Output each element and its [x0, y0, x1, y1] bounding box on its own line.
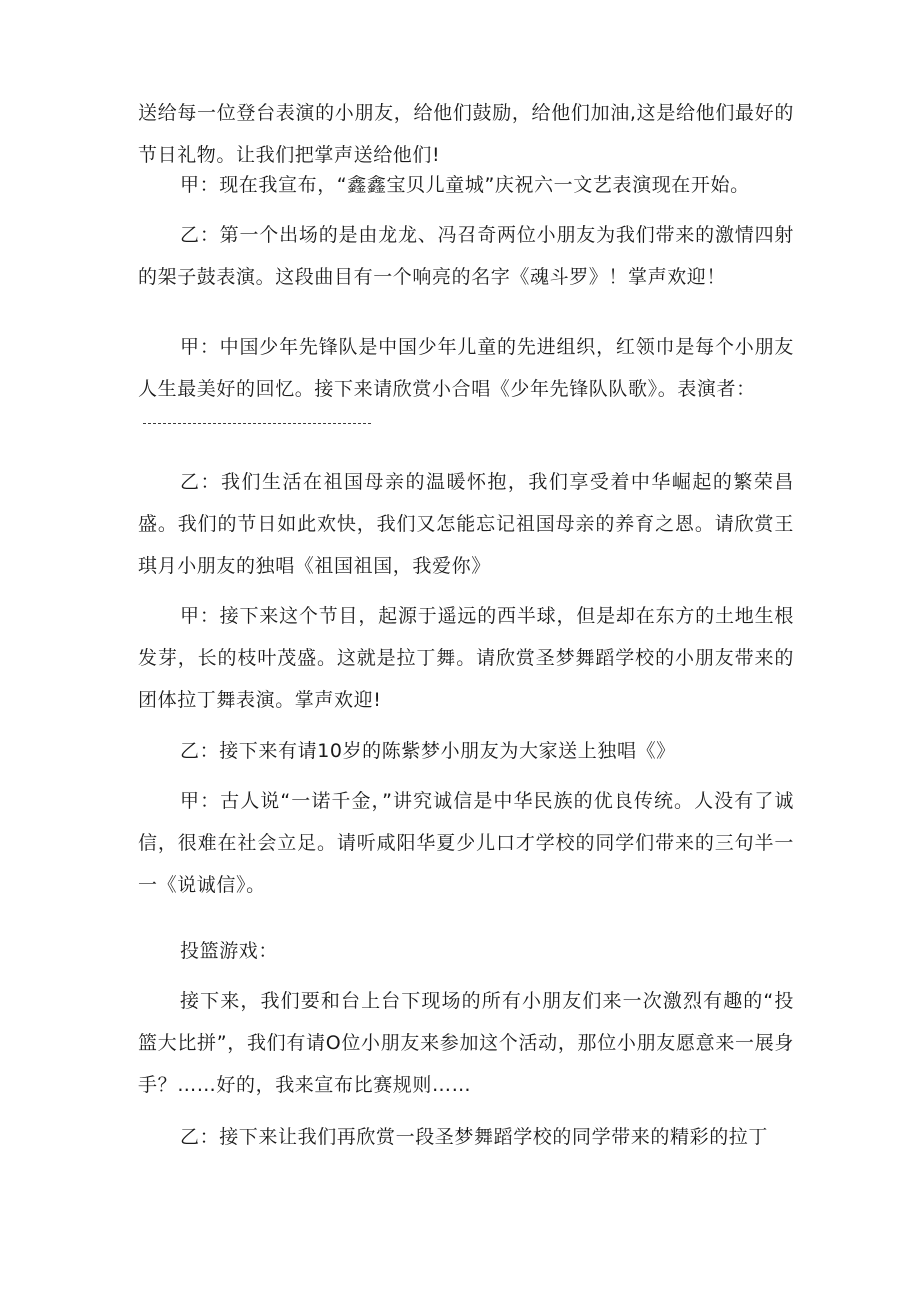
paragraph-yi-motherland-song: 乙：我们生活在祖国母亲的温暖怀抱，我们享受着中华崛起的繁荣昌盛。我们的节日如此欢快，我们又怎能忘记祖国母亲的养育之恩。请欣赏王琪月小朋友的独唱《祖国祖国，我爱你》	[138, 471, 794, 577]
paragraph-jia-announcement: 甲：现在我宣布，“鑫鑫宝贝儿童城”庆祝六一文艺表演现在开始。	[180, 174, 750, 196]
performer-blank-line	[143, 423, 371, 424]
paragraph-jia-young-pioneers: 甲：中国少年先锋队是中国少年儿童的先进组织，红领巾是每个小朋友人生最美好的回忆。接下来请欣赏小合唱《少年先锋队队歌》。表演者：	[138, 336, 794, 400]
paragraph-jia-integrity: 甲：古人说“一诺千金，”讲究诚信是中华民族的优良传统。人没有了诚信，很难在社会立足。请听咸阳华夏少儿口才学校的同学们带来的三句半一一《说诚信》。	[138, 790, 794, 896]
paragraph-yi-latin-dance-again: 乙：接下来让我们再欣赏一段圣梦舞蹈学校的同学带来的精彩的拉丁	[180, 1126, 769, 1148]
paragraph-yi-drum-performance: 乙：第一个出场的是由龙龙、冯召奇两位小朋友为我们带来的激情四射的架子鼓表演。这段曲目有一个响亮的名字《魂斗罗》！掌声欢迎！	[138, 224, 794, 288]
paragraph-opening-continuation: 送给每一位登台表演的小朋友，给他们鼓励，给他们加油,这是给他们最好的节日礼物。让我们把掌声送给他们!	[138, 102, 794, 166]
paragraph-jia-latin-dance: 甲：接下来这个节目，起源于遥远的西半球，但是却在东方的土地生根发芽，长的枝叶茂盛。这就是拉丁舞。请欣赏圣梦舞蹈学校的小朋友带来的团体拉丁舞表演。掌声欢迎!	[138, 605, 794, 711]
paragraph-yi-solo-song: 乙：接下来有请10岁的陈紫梦小朋友为大家送上独唱《》	[180, 740, 676, 762]
paragraph-basketball-game: 接下来，我们要和台上台下现场的所有小朋友们来一次激烈有趣的“投篮大比拼”，我们有请O位小朋友来参加这个活动，那位小朋友愿意来一展身手？……好的，我来宣布比赛规则……	[138, 990, 794, 1096]
section-heading-basketball-game: 投篮游戏：	[180, 940, 279, 962]
